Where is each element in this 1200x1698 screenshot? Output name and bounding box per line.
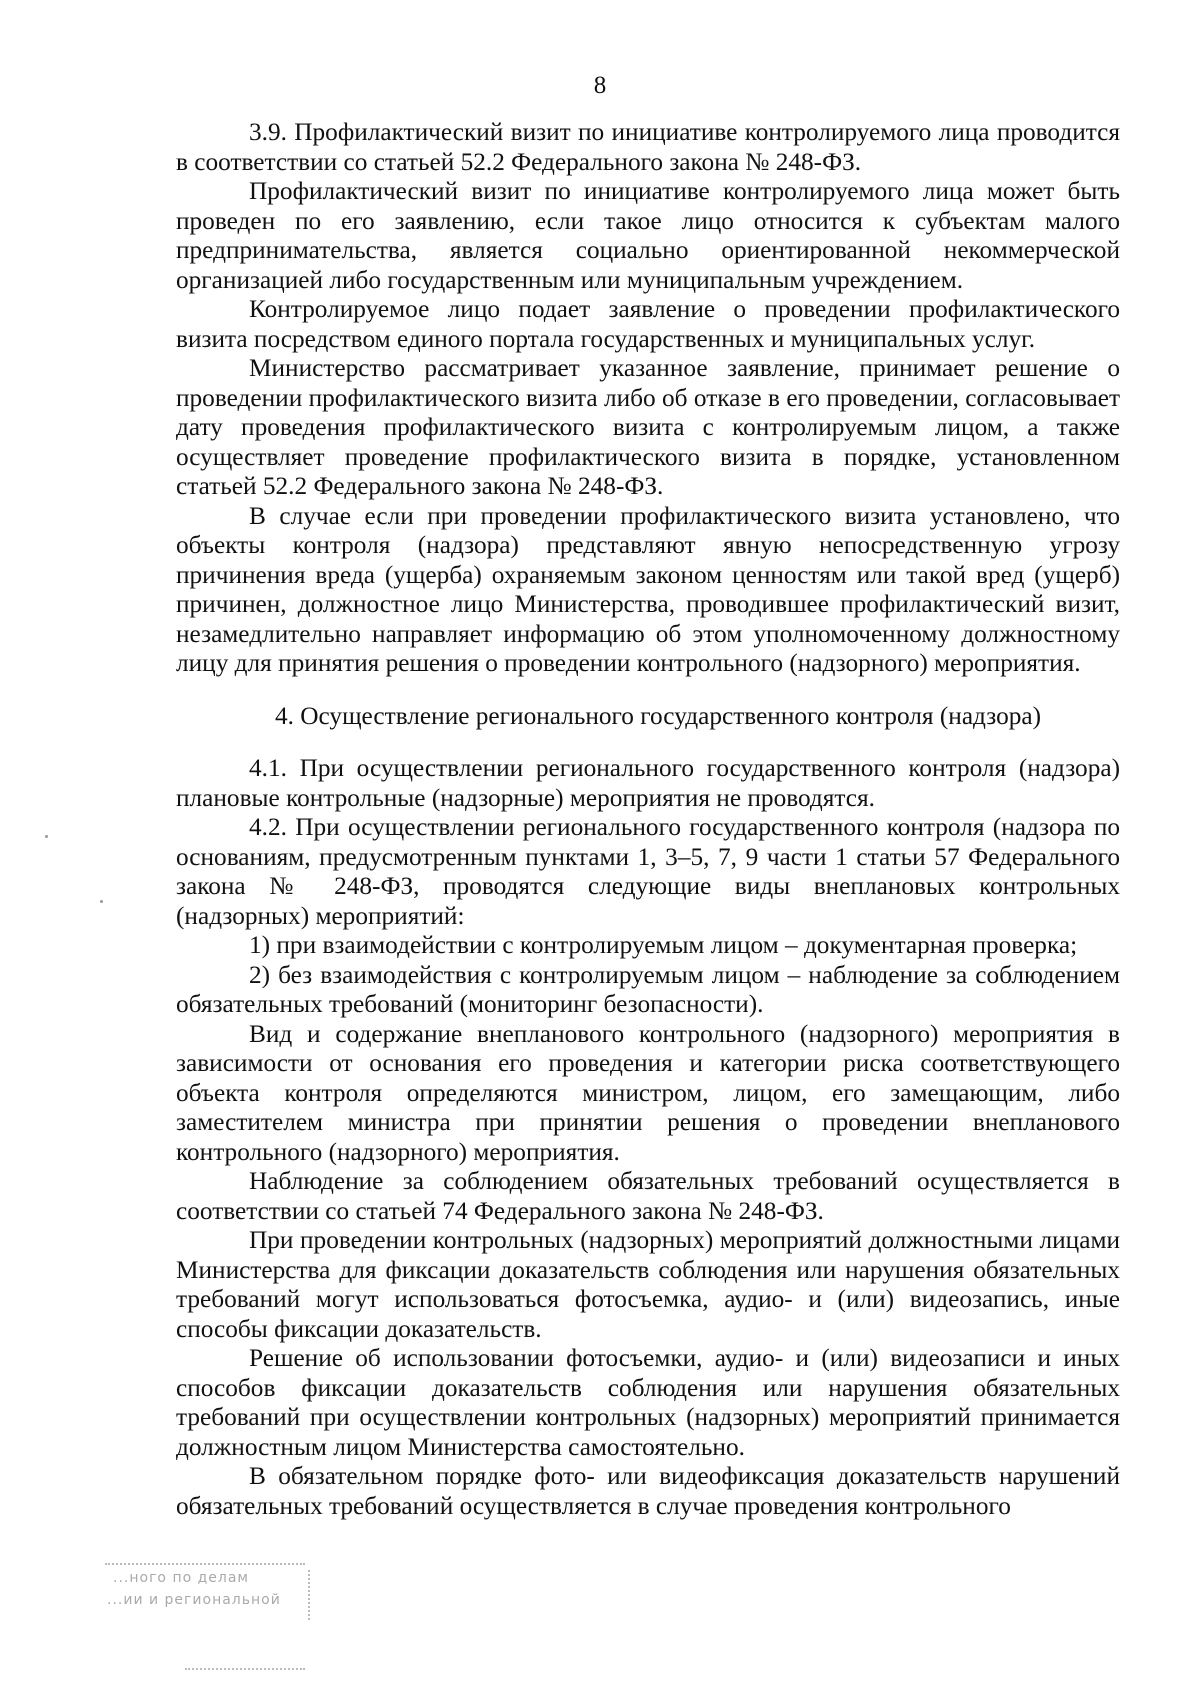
paragraph: 3.9. Профилактический визит по инициативе контролируемого лица проводится в соответствии со статьей 52.2 Федерального закона № 248-ФЗ. [176,118,1120,176]
stamp-line-1: ...ного по делам [113,1570,249,1586]
paragraph: 4.2. При осуществлении регионального государственного контроля (надзора по основаниям, предусмотренным пунктами 1, 3–5, 7, 9 части 1 статьи 57 Федерального закона № 248-ФЗ, проводятся следующие виды внеплановых контрольных (надзорных) мероприятий: [176,813,1120,930]
paragraph: Профилактический визит по инициативе контролируемого лица может быть проведен по его заявлению, если такое лицо относится к субъектам малого предпринимательства, является социально ориентированной некоммерческой организацией либо государственным или муниципальным учреждением. [176,177,1120,294]
paragraph: В обязательном порядке фото- или видеофиксация доказательств нарушений обязательных требований осуществляется в случае проведения контрольного [176,1462,1120,1520]
document-body [176,118,1120,1521]
paragraph: Контролируемое лицо подает заявление о проведении профилактического визита посредством единого портала государственных и муниципальных услуг. [176,295,1120,353]
stamp-border-top [105,1563,305,1565]
stamp-border-right [308,1570,310,1620]
section-heading: 4. Осуществление регионального государственного контроля (надзора) [274,701,1042,730]
paragraph: Наблюдение за соблюдением обязательных требований осуществляется в соответствии со статьей 74 Федерального закона № 248-ФЗ. [176,1167,1120,1225]
stamp-mark [105,1560,310,1680]
paragraph: Вид и содержание внепланового контрольного (надзорного) мероприятия в зависимости от основания его проведения и категории риска соответствующего объекта контроля определяются министром, лицом, его замещающим, либо заместителем министра при принятии решения о проведении внепланового контрольного (надзорного) мероприятия. [176,1019,1120,1166]
scan-speck [45,835,48,838]
paragraph: При проведении контрольных (надзорных) мероприятий должностными лицами Министерства для фиксации доказательств соблюдения или нарушения обязательных требований могут использоваться фотосъемка, аудио- и (или) видеозапись, иные способы фиксации доказательств. [176,1226,1120,1343]
scan-speck [100,900,103,903]
paragraph: В случае если при проведении профилактического визита установлено, что объекты контроля (надзора) представляют явную непосредственную угрозу причинения вреда (ущерба) охраняемым законом ценностям или такой вред (ущерб) причинен, должностное лицо Министерства, проводившее профилактический визит, незамедлительно направляет информацию об этом уполномоченному должностному лицу для принятия решения о проведении контрольного (надзорного) мероприятия. [176,501,1120,677]
paragraph: Министерство рассматривает указанное заявление, принимает решение о проведении профилактического визита либо об отказе в его проведении, согласовывает дату проведения профилактического визита с контролируемым лицом, а также осуществляет проведение профилактического визита в порядке, установленном статьей 52.2 Федерального закона № 248-ФЗ. [176,354,1120,500]
paragraph: 4.1. При осуществлении регионального государственного контроля (надзора) плановые контрольные (надзорные) мероприятия не проводятся. [176,754,1120,812]
paragraph: 1) при взаимодействии с контролируемым лицом – документарная проверка; [249,931,1078,959]
stamp-border-bottom [185,1668,305,1670]
stamp-line-2: ...ии и региональной [107,1592,281,1608]
paragraph: 2) без взаимодействия с контролируемым лицом – наблюдение за соблюдением обязательных требований (мониторинг безопасности). [176,960,1120,1018]
paragraph: Решение об использовании фотосъемки, аудио- и (или) видеозаписи и иных способов фиксации доказательств соблюдения или нарушения обязательных требований при осуществлении контрольных (надзорных) мероприятий принимается должностным лицом Министерства самостоятельно. [176,1344,1120,1461]
page-number: 8 [593,72,607,99]
